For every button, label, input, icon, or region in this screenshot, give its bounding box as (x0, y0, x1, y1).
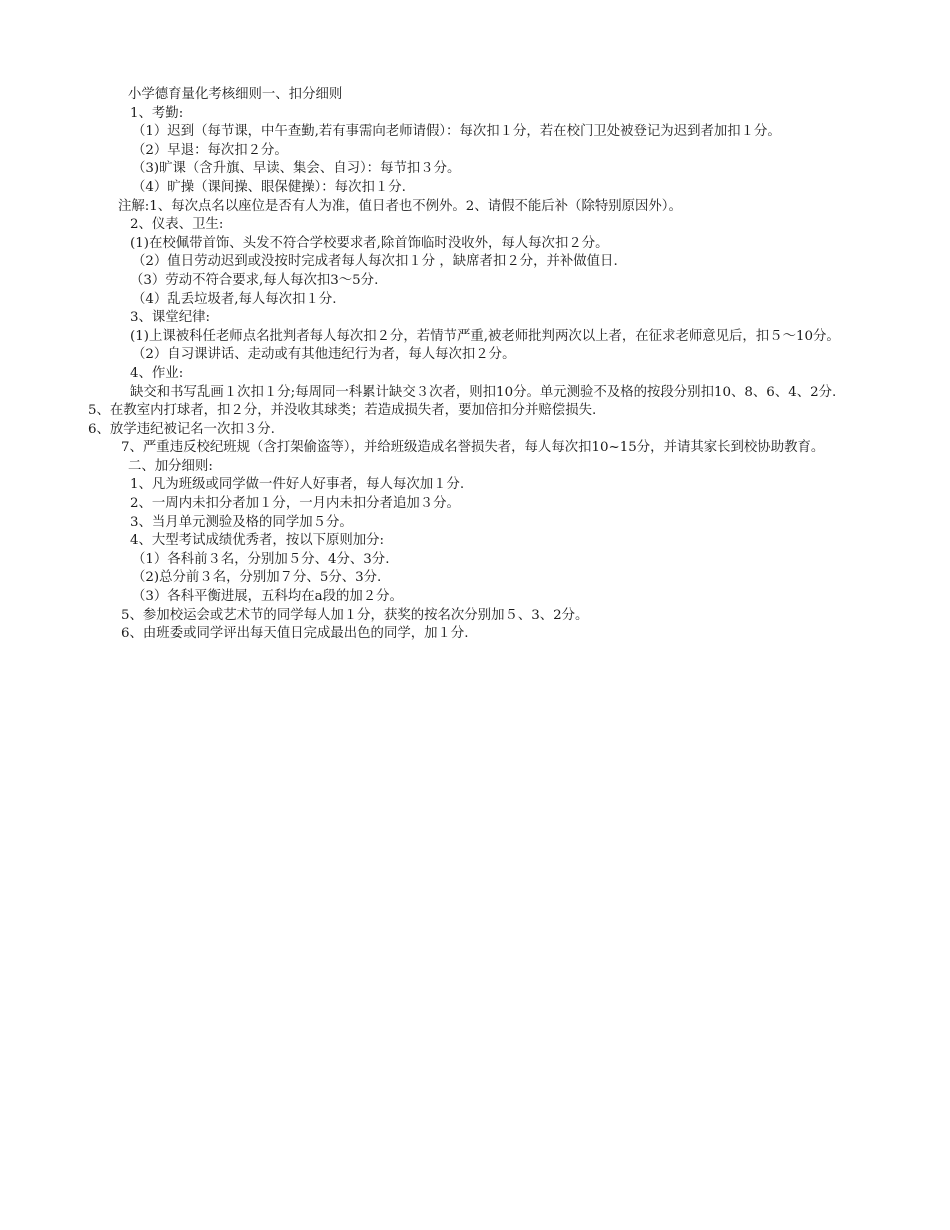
document-line: 6、由班委或同学评出每天值日完成最出色的同学，加１分. (121, 626, 469, 642)
document-line: （4）乱丢垃圾者,每人每次扣１分. (132, 291, 337, 307)
document-line: 4、作业: (130, 365, 184, 381)
document-title: 小学德育量化考核细则一、扣分细则 (128, 87, 343, 102)
document-line: 2、仪表、卫生: (130, 217, 224, 233)
document-body (88, 86, 854, 644)
document-line: 7、严重违反校纪班规（含打架偷盗等），并给班级造成名誉损失者，每人每次扣10~15分，并请其家长到校协助教育。 (121, 440, 825, 456)
document-line: 注解:1、每次点名以座位是否有人为准，值日者也不例外。2、请假不能后补（除特别原因外）。 (118, 198, 682, 214)
document-line: （1）迟到（每节课，中午查勤,若有事需向老师请假）：每次扣１分，若在校门卫处被登记为迟到者加扣１分。 (132, 124, 781, 140)
document-line: 4、大型考试成绩优秀者，按以下原则加分: (130, 533, 385, 549)
document-line: 5、在教室内打球者，扣２分，并没收其球类；若造成损失者，要加倍扣分并赔偿损失. (88, 403, 597, 419)
document-line: 3、课堂纪律: (130, 310, 210, 326)
document-line: 6、放学违纪被记名一次扣３分. (88, 421, 275, 437)
document-line: （1）各科前３名，分别加５分、4分、3分. (132, 551, 390, 567)
document-line: （2)总分前３名，分别加７分、5分、3分. (132, 570, 382, 586)
document-line: （3）各科平衡进展，五科均在a段的加２分。 (132, 589, 403, 605)
document-line: 1、凡为班级或同学做一件好人好事者，每人每次加１分. (130, 477, 465, 493)
document-lines (88, 105, 854, 644)
document-line: （2）早退：每次扣２分。 (132, 142, 288, 158)
document-line: （3）劳动不符合要求,每人每次扣3～5分. (130, 272, 379, 288)
document-line: 缺交和书写乱画１次扣１分;每周同一科累计缺交３次者，则扣10分。单元测验不及格的按段分别扣10、8、6、4、2分. (130, 384, 837, 400)
document-line: 2、一周内未扣分者加１分，一月内未扣分者追加３分。 (130, 496, 460, 512)
document-line: （3)旷课（含升旗、早读、集会、自习）：每节扣３分。 (132, 161, 461, 177)
document-line: （4）旷操（课间操、眼保健操）：每次扣１分. (132, 179, 406, 195)
document-line: (1)在校佩带首饰、头发不符合学校要求者,除首饰临时没收外，每人每次扣２分。 (130, 235, 609, 251)
document-line: （2）值日劳动迟到或没按时完成者每人每次扣１分 ，缺席者扣２分，并补做值日. (132, 254, 618, 270)
document-line: 3、当月单元测验及格的同学加５分。 (130, 514, 353, 530)
document-line: 二、加分细则: (128, 458, 213, 474)
document-line: (1)上课被科任老师点名批判者每人每次扣２分，若情节严重,被老师批判两次以上者，在征求老师意见后，扣５～10分。 (130, 328, 840, 344)
document-line: 1、考勤: (130, 105, 184, 121)
document-line: 5、参加校运会或艺术节的同学每人加１分，获奖的按名次分别加５、3、2分。 (121, 607, 589, 623)
document-line: （2）自习课讲话、走动或有其他违纪行为者，每人每次扣２分。 (132, 347, 516, 363)
